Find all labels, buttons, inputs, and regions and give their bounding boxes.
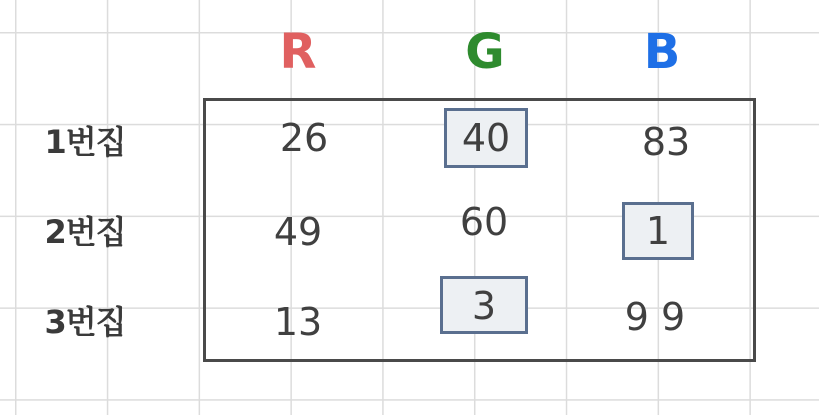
- cell-1-r: 26: [279, 116, 329, 160]
- cell-1-g: 40: [461, 116, 511, 160]
- row-label-3: 3번집: [44, 303, 126, 341]
- header-r: R: [279, 24, 317, 80]
- row-label-2: 2번집: [44, 213, 126, 251]
- cell-3-b: 9 9: [624, 295, 686, 339]
- cell-2-g: 60: [459, 200, 509, 244]
- row-label-1: 1번집: [44, 123, 126, 161]
- cell-3-r: 13: [273, 300, 323, 344]
- cell-2-r: 49: [273, 210, 323, 254]
- cell-1-b: 83: [641, 120, 691, 164]
- header-b: B: [643, 24, 681, 80]
- cell-2-b: 1: [645, 209, 671, 253]
- cell-3-g: 3: [471, 284, 497, 328]
- header-g: G: [465, 24, 505, 80]
